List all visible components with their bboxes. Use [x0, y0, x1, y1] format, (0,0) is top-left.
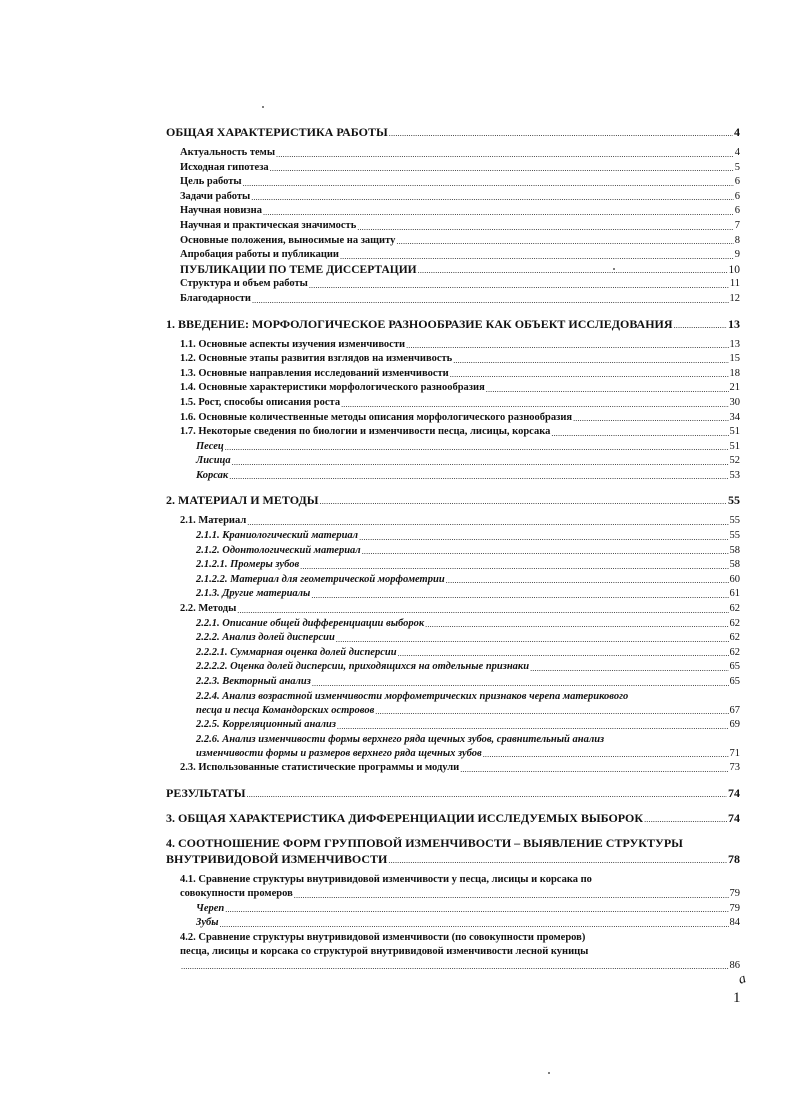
toc-entry-chapter-2[interactable]: 2. МАТЕРИАЛ И МЕТОДЫ ..... 55: [166, 492, 740, 508]
toc-entry[interactable]: 2.1.2.2. Материал для геометрической морфометрии ..... 60: [166, 573, 740, 588]
toc-entry[interactable]: 2.1.1. Краниологический материал ..... 55: [166, 529, 740, 544]
toc-entry[interactable]: Основные положения, выносимые на защиту ..... 8: [166, 234, 740, 249]
toc-entry[interactable]: 2.1.2.1. Промеры зубов ..... 58: [166, 558, 740, 573]
toc-entry-general[interactable]: ОБЩАЯ ХАРАКТЕРИСТИКА РАБОТЫ ..... 4: [166, 124, 740, 140]
toc-entry[interactable]: 2.2.2.2. Оценка долей дисперсии, приходящихся на отдельные признаки ..... 65: [166, 660, 740, 675]
toc-entry-chapter-4-line1[interactable]: 4. СООТНОШЕНИЕ ФОРМ ГРУППОВОЙ ИЗМЕНЧИВОСТИ – ВЫЯВЛЕНИЕ СТРУКТУРЫ: [166, 835, 683, 850]
toc-entry-methods[interactable]: 2.2. Методы ..... 62: [166, 602, 740, 617]
scan-speck: [613, 268, 615, 270]
toc-entry-chapter-1[interactable]: 1. ВВЕДЕНИЕ: МОРФОЛОГИЧЕСКОЕ РАЗНООБРАЗИЕ КАК ОБЪЕКТ ИССЛЕДОВАНИЯ ..... 13: [166, 316, 740, 332]
toc-entry[interactable]: Зубы ..... 84: [166, 916, 740, 931]
toc-entry[interactable]: 2.2.2.1. Суммарная оценка долей дисперсии ..... 62: [166, 646, 740, 661]
toc-entry[interactable]: Апробация работы и публикации ..... 9: [166, 248, 740, 263]
toc-entry-species[interactable]: Песец ..... 51: [166, 440, 740, 455]
toc-entry[interactable]: 2.1.2. Одонтологический материал ..... 58: [166, 544, 740, 559]
scan-speck: [262, 106, 264, 108]
toc-entry[interactable]: 1.6. Основные количественные методы описания морфологического разнообразия ..... 34: [166, 411, 740, 426]
toc-entry-2-2-4-line2[interactable]: песца и песца Командорских островов ..... 67: [166, 704, 740, 719]
toc-entry[interactable]: 2.2.1. Описание общей дифференциации выборок ..... 62: [166, 617, 740, 632]
toc-entry-2-2-6-line1[interactable]: 2.2.6. Анализ изменчивости формы верхнего ряда щечных зубов, сравнительный анализ: [196, 733, 605, 745]
toc-entry-results[interactable]: РЕЗУЛЬТАТЫ ..... 74: [166, 785, 740, 801]
toc-entry[interactable]: Задачи работы ..... 6: [166, 190, 740, 205]
toc-entry[interactable]: 2.2.2. Анализ долей дисперсии ..... 62: [166, 631, 740, 646]
toc-entry-4-2-line2[interactable]: песца, лисицы и корсака со структурой внутривидовой изменчивости лесной куницы: [180, 945, 589, 957]
toc-entry[interactable]: 1.2. Основные этапы развития взглядов на изменчивость ..... 15: [166, 352, 740, 367]
toc-entry[interactable]: 1.7. Некоторые сведения по биологии и изменчивости песца, лисицы, корсака ..... 51: [166, 425, 740, 440]
toc-entry-publications[interactable]: ПУБЛИКАЦИИ ПО ТЕМЕ ДИССЕРТАЦИИ ..... 10: [166, 263, 740, 278]
toc-entry-4-2-line1[interactable]: 4.2. Сравнение структуры внутривидовой изменчивости (по совокупности промеров): [180, 931, 586, 943]
toc-entry-2-2-4-line1[interactable]: 2.2.4. Анализ возрастной изменчивости морфометрических признаков черепа материкового: [196, 690, 629, 702]
toc-entry[interactable]: Актуальность темы ..... 4: [166, 146, 740, 161]
toc-entry[interactable]: 1.5. Рост, способы описания роста ..... 30: [166, 396, 740, 411]
page-number: 1: [733, 990, 741, 1006]
toc-entry[interactable]: Череп ..... 79: [166, 902, 740, 917]
toc-entry-chapter-4-line2[interactable]: ВНУТРИВИДОВОЙ ИЗМЕНЧИВОСТИ ..... 78: [166, 851, 740, 867]
toc-entry[interactable]: Цель работы ..... 6: [166, 175, 740, 190]
toc-entry[interactable]: 2.2.5. Корреляционный анализ ..... 69: [166, 718, 740, 733]
toc-entry-species[interactable]: Корсак ..... 53: [166, 469, 740, 484]
toc-entry[interactable]: Структура и объем работы ..... 11: [166, 277, 740, 292]
toc-entry[interactable]: 1.1. Основные аспекты изучения изменчивости ..... 13: [166, 338, 740, 353]
scan-speck: [548, 1072, 550, 1074]
toc-entry-software[interactable]: 2.3. Использованные статистические программы и модули ..... 73: [166, 761, 740, 776]
toc-entry-material[interactable]: 2.1. Материал ..... 55: [166, 514, 740, 529]
table-of-contents: [166, 124, 740, 973]
toc-entry[interactable]: Исходная гипотеза ..... 5: [166, 161, 740, 176]
toc-entry-species[interactable]: Лисица ..... 52: [166, 454, 740, 469]
toc-entry[interactable]: 2.1.3. Другие материалы ..... 61: [166, 587, 740, 602]
toc-entry[interactable]: 1.3. Основные направления исследований изменчивости ..... 18: [166, 367, 740, 382]
toc-entry-4-2-leader[interactable]: ..... 86: [166, 959, 740, 974]
toc-entry[interactable]: Благодарности ..... 12: [166, 292, 740, 307]
toc-entry[interactable]: Научная и практическая значимость ..... 7: [166, 219, 740, 234]
toc-entry-4-1-line2[interactable]: совокупности промеров ..... 79: [166, 887, 740, 902]
toc-entry[interactable]: 1.4. Основные характеристики морфологического разнообразия ..... 21: [166, 381, 740, 396]
handwritten-mark: а: [736, 971, 749, 988]
toc-entry-2-2-6-line2[interactable]: изменчивости формы и размеров верхнего ряда щечных зубов ..... 71: [166, 747, 740, 762]
toc-entry[interactable]: 2.2.3. Векторный анализ ..... 65: [166, 675, 740, 690]
toc-entry-chapter-3[interactable]: 3. ОБЩАЯ ХАРАКТЕРИСТИКА ДИФФЕРЕНЦИАЦИИ ИССЛЕДУЕМЫХ ВЫБОРОК ..... 74: [166, 810, 740, 826]
toc-entry[interactable]: Научная новизна ..... 6: [166, 204, 740, 219]
toc-entry-4-1-line1[interactable]: 4.1. Сравнение структуры внутривидовой изменчивости у песца, лисицы и корсака по: [180, 873, 592, 885]
